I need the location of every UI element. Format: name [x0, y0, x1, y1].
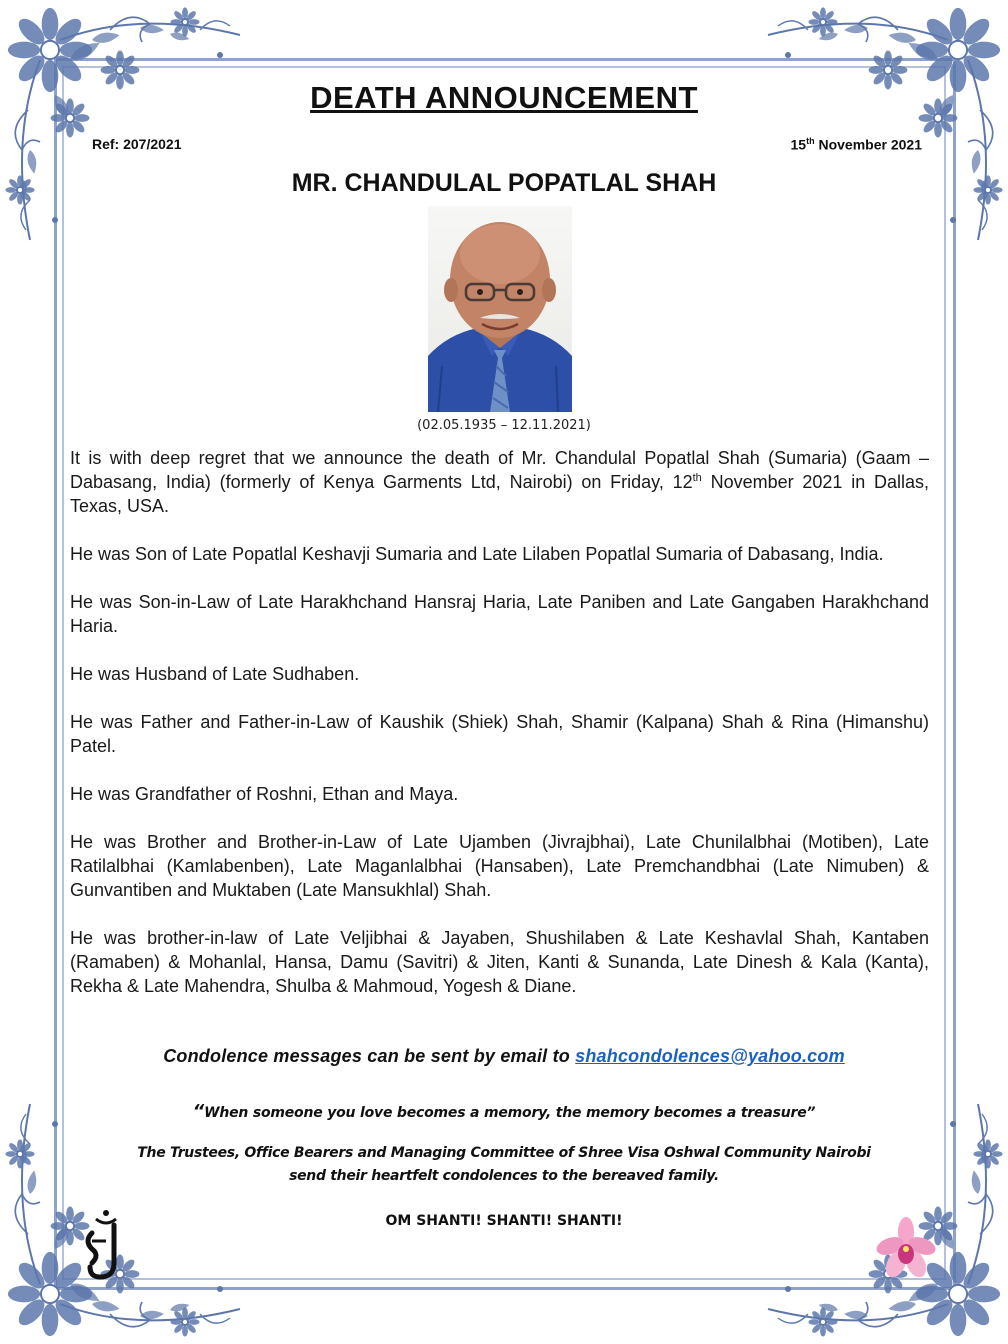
date-day: 15	[790, 136, 807, 153]
quote-text: When someone you love becomes a memory, the memory becomes a treasure”	[204, 1105, 816, 1121]
paragraph-text: November 2021 in Dallas, Texas, USA.	[70, 472, 929, 516]
paragraph: He was brother-in-law of Late Veljibhai & Jayaben, Shushilaben & Late Keshavlal Shah, Kantaben (Ramaben) & Mohanlal, Hansa, Damu (Savitri) & Jiten, Kanti & Sunanda, Late Dinesh & Kala (Kanta), Rekha & Late Mahendra, Shulba & Mahmoud, Yogesh & Diane.	[70, 928, 929, 996]
paragraph: He was Son of Late Popatlal Keshavji Sumaria and Late Lilaben Popatlal Sumaria of Dabasang, India.	[70, 544, 884, 564]
email-link[interactable]: shahcondolences@yahoo.com	[575, 1046, 845, 1066]
paragraph-text: It is with deep regret that we announce the death of Mr. Chandulal Popatlal Shah (Sumaria) (Gaam – Dabasang, India) (formerly of Kenya Garments Ltd, Nairobi) on Friday, 12	[70, 448, 929, 492]
portrait-illustration	[428, 206, 572, 412]
ordinal-suffix: th	[692, 472, 702, 484]
paragraph: He was Father and Father-in-Law of Kaushik (Shiek) Shah, Shamir (Kalpana) Shah & Rina (Himanshu) Patel.	[70, 712, 929, 756]
life-dates: (02.05.1935 – 12.11.2021)	[417, 418, 591, 433]
orchid-flower-icon	[876, 1216, 936, 1280]
deceased-name: MR. CHANDULAL POPATLAL SHAH	[291, 169, 717, 197]
floral-ornament-icon	[0, 0, 250, 250]
paragraph: He was Grandfather of Roshni, Ethan and Maya.	[70, 784, 459, 804]
floral-ornament-icon	[758, 0, 1008, 250]
page-title: DEATH ANNOUNCEMENT	[310, 80, 698, 115]
paragraph	[70, 446, 929, 518]
announcement-date	[791, 136, 922, 153]
trustees-line: send their heartfelt condolences to the bereaved family.	[289, 1168, 719, 1184]
portrait-photo	[428, 206, 572, 412]
date-month-year: November 2021	[814, 136, 922, 153]
date-suffix: th	[806, 136, 815, 146]
trustees-line: The Trustees, Office Bearers and Managing Committee of Shree Visa Oshwal Community Nairobi	[137, 1145, 871, 1161]
trustees-condolence	[0, 1142, 1008, 1188]
reference-number: Ref: 207/2021	[92, 136, 182, 152]
paragraph: He was Husband of Late Sudhaben.	[70, 664, 360, 684]
quote-mark: “	[192, 1101, 205, 1122]
jain-om-symbol-icon	[82, 1205, 126, 1283]
paragraph: He was Son-in-Law of Late Harakhchand Hansraj Haria, Late Paniben and Late Gangaben Harakhchand Haria.	[70, 592, 929, 636]
om-shanti-text: OM SHANTI! SHANTI! SHANTI!	[385, 1213, 623, 1229]
condolence-text: Condolence messages can be sent by email to	[163, 1046, 576, 1066]
announcement-body	[70, 446, 929, 1022]
memorial-quote	[0, 1101, 1008, 1122]
paragraph: He was Brother and Brother-in-Law of Late Ujamben (Jivrajbhai), Late Chunilalbhai (Motiben), Late Ratilalbhai (Kamlabenben), Late Maganlalbhai (Hansaben), Late Premchandbhai (Late Nimuben) & Gunvantiben and Muktaben (Late Mansukhlal) Shah.	[70, 832, 929, 900]
condolence-message	[0, 1046, 1008, 1067]
